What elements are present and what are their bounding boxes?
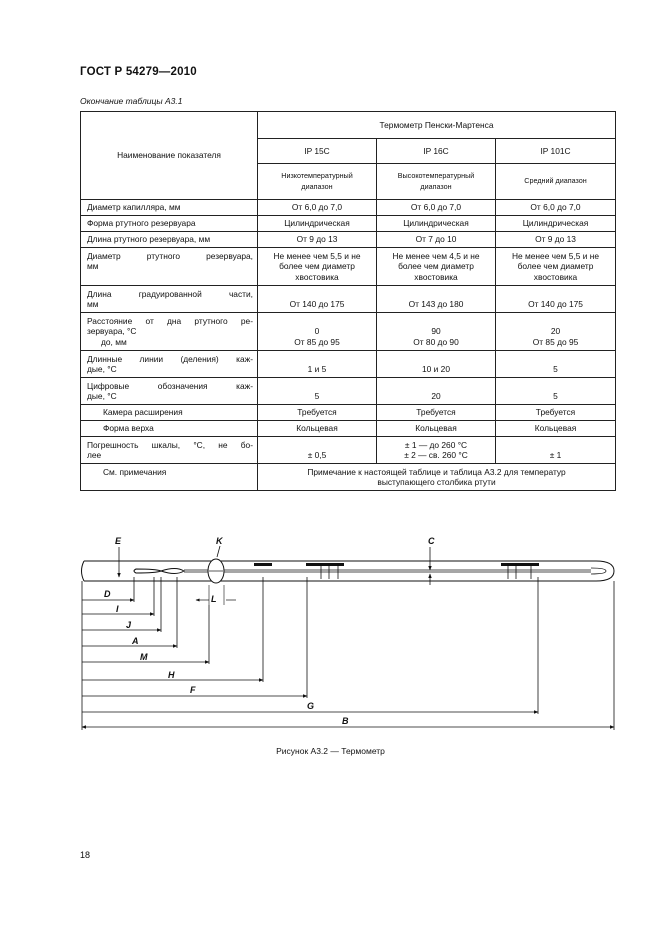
row-value: ± 0,5 bbox=[258, 437, 377, 464]
label-h: H bbox=[168, 670, 175, 680]
label-b: B bbox=[342, 716, 349, 726]
label-e: E bbox=[115, 536, 122, 546]
row-value: От 7 до 10 bbox=[377, 232, 496, 248]
row-value: От 140 до 175 bbox=[258, 286, 377, 313]
table-row bbox=[81, 421, 616, 437]
table-row bbox=[81, 216, 616, 232]
thermometer-drawing bbox=[76, 530, 616, 735]
table-row bbox=[81, 378, 616, 405]
thermometer-group-header: Термометр Пенски-Мартенса bbox=[258, 112, 616, 139]
label-f: F bbox=[190, 685, 196, 695]
thermometer-figure bbox=[76, 530, 616, 740]
range-header: Высокотемпературный диапазон bbox=[377, 164, 496, 200]
scale-marks bbox=[254, 563, 539, 579]
row-value: 1 и 5 bbox=[258, 351, 377, 378]
row-name: Камера расширения bbox=[81, 405, 258, 421]
row-value: 20 От 85 до 95 bbox=[496, 313, 616, 351]
specification-table bbox=[80, 111, 616, 491]
figure-caption: Рисунок А3.2 — Термометр bbox=[276, 746, 385, 756]
row-value: От 9 до 13 bbox=[258, 232, 377, 248]
row-value: 20 bbox=[377, 378, 496, 405]
row-value: Не менее чем 5,5 и не более чем диаметр хвостовика bbox=[496, 248, 616, 286]
row-value: 90 От 80 до 90 bbox=[377, 313, 496, 351]
row-value: 0 От 85 до 95 bbox=[258, 313, 377, 351]
row-value: Требуется bbox=[377, 405, 496, 421]
row-name: Диаметр капилляра, мм bbox=[81, 200, 258, 216]
row-value: Цилиндрическая bbox=[258, 216, 377, 232]
row-value: От 6,0 до 7,0 bbox=[377, 200, 496, 216]
row-name: Форма ртутного резервуара bbox=[81, 216, 258, 232]
table-row bbox=[81, 313, 616, 351]
table-row bbox=[81, 405, 616, 421]
row-value: От 9 до 13 bbox=[496, 232, 616, 248]
row-value: Цилиндрическая bbox=[496, 216, 616, 232]
model-header: IP 15C bbox=[258, 139, 377, 164]
label-g: G bbox=[307, 701, 315, 711]
range-header: Средний диапазон bbox=[496, 164, 616, 200]
row-value: Кольцевая bbox=[258, 421, 377, 437]
row-value: Требуется bbox=[258, 405, 377, 421]
table-note-row bbox=[81, 464, 616, 491]
label-d: D bbox=[104, 589, 111, 599]
table-row bbox=[81, 200, 616, 216]
model-header: IP 16C bbox=[377, 139, 496, 164]
table-note-text: Примечание к настоящей таблице и таблица А3.2 для температур выступающего столбика ртути bbox=[258, 464, 616, 491]
row-name: См. примечания bbox=[81, 464, 258, 491]
table-row bbox=[81, 248, 616, 286]
row-value: ± 1 bbox=[496, 437, 616, 464]
table-row bbox=[81, 232, 616, 248]
row-value: 5 bbox=[258, 378, 377, 405]
row-value: ± 1 — до 260 °С ± 2 — св. 260 °С bbox=[377, 437, 496, 464]
row-name: Длинные линии (деления) каж- дые, °С bbox=[81, 351, 258, 378]
row-value: 10 и 20 bbox=[377, 351, 496, 378]
row-name: Расстояние от дна ртутного ре- зервуара, °С до, мм bbox=[81, 313, 258, 351]
table-caption: Окончание таблицы А3.1 bbox=[80, 96, 183, 106]
row-name: Погрешность шкалы, °С, не бо- лее bbox=[81, 437, 258, 464]
label-k: K bbox=[216, 536, 223, 546]
dimension-lines bbox=[82, 577, 614, 727]
row-value: Кольцевая bbox=[496, 421, 616, 437]
table-row bbox=[81, 351, 616, 378]
row-value: Не менее чем 5,5 и не более чем диаметр хвостовика bbox=[258, 248, 377, 286]
row-value: Цилиндрическая bbox=[377, 216, 496, 232]
row-value: 5 bbox=[496, 351, 616, 378]
row-value: Кольцевая bbox=[377, 421, 496, 437]
range-header: Низкотемпературный диапазон bbox=[258, 164, 377, 200]
row-name: Форма верха bbox=[81, 421, 258, 437]
label-j: J bbox=[126, 620, 132, 630]
row-value: От 6,0 до 7,0 bbox=[258, 200, 377, 216]
label-m: M bbox=[140, 652, 148, 662]
document-header: ГОСТ Р 54279—2010 bbox=[80, 66, 197, 78]
label-a: A bbox=[132, 636, 139, 646]
label-l: L bbox=[211, 594, 217, 604]
model-header: IP 101C bbox=[496, 139, 616, 164]
row-name: Длина градуированной части, мм bbox=[81, 286, 258, 313]
row-value: От 143 до 180 bbox=[377, 286, 496, 313]
table-row bbox=[81, 437, 616, 464]
row-name: Диаметр ртутного резервуара, мм bbox=[81, 248, 258, 286]
row-value: Требуется bbox=[496, 405, 616, 421]
row-value: От 6,0 до 7,0 bbox=[496, 200, 616, 216]
label-c: C bbox=[428, 536, 435, 546]
row-value: Не менее чем 4,5 и не более чем диаметр хвостовика bbox=[377, 248, 496, 286]
name-column-header: Наименование показателя bbox=[81, 112, 258, 200]
row-value: От 140 до 175 bbox=[496, 286, 616, 313]
page-number: 18 bbox=[80, 850, 91, 860]
table-row bbox=[81, 286, 616, 313]
table-group-header-row bbox=[81, 112, 616, 139]
row-name: Цифровые обозначения каж- дые, °С bbox=[81, 378, 258, 405]
row-name: Длина ртутного резервуара, мм bbox=[81, 232, 258, 248]
row-value: 5 bbox=[496, 378, 616, 405]
label-i: I bbox=[116, 604, 119, 614]
